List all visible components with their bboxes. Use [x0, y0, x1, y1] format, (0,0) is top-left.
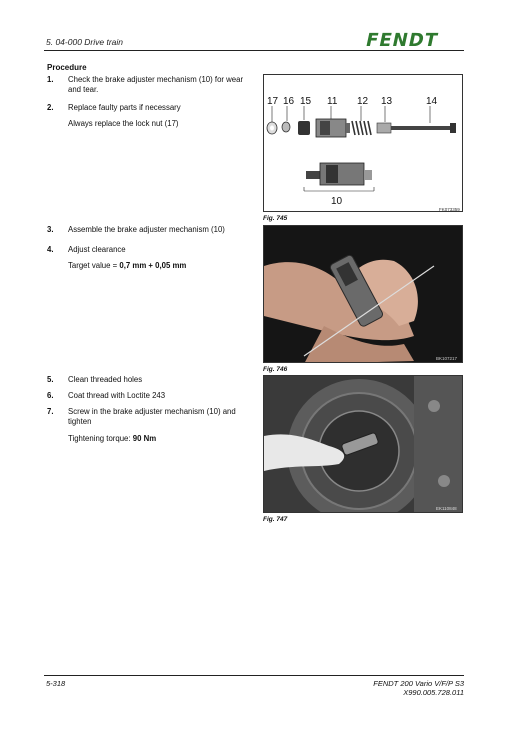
figure-745-exploded-view: [263, 74, 463, 212]
part-label-10: 10: [331, 196, 343, 207]
torque-label: Tightening torque:: [68, 434, 133, 443]
step-number: 4.: [47, 245, 54, 254]
fendt-logo: FENDT: [363, 30, 441, 51]
figure-747-photo: [263, 375, 463, 513]
step-text: Check the brake adjuster mechanism (10) for wear and tear.: [68, 75, 244, 94]
procedure-heading: Procedure: [47, 63, 87, 72]
document-number: X990.005.728.011: [403, 688, 464, 697]
page-number: 5-318: [46, 679, 66, 688]
figure-746-photo: [263, 225, 463, 363]
part-label-17: 17: [267, 96, 279, 107]
figure-746-code: BK107217: [436, 356, 458, 361]
step-text: Screw in the brake adjuster mechanism (10) and tighten: [68, 407, 236, 426]
step-text: Replace faulty parts if necessary: [68, 103, 181, 112]
step-2-note: Always replace the lock nut (17): [68, 119, 179, 128]
footer-doc-info: [373, 679, 464, 697]
part-label-16: 16: [283, 96, 295, 107]
step-text: Adjust clearance: [68, 245, 126, 254]
step-text: Assemble the brake adjuster mechanism (10): [68, 225, 225, 234]
exploded-parts-drawing: [264, 75, 463, 212]
footer-divider: [44, 675, 464, 676]
step-number: 1.: [47, 75, 54, 84]
step-number: 3.: [47, 225, 54, 234]
figure-746-caption: Fig. 746: [263, 366, 288, 373]
step-number: 6.: [47, 391, 54, 400]
model-name: FENDT 200 Vario V/F/P S3: [373, 679, 464, 688]
figure-745-code: FK073359: [439, 207, 460, 212]
step-number: 5.: [47, 375, 54, 384]
section-title: 5. 04-000 Drive train: [46, 37, 124, 47]
step-4-note: [68, 261, 186, 271]
figure-745-caption: Fig. 745: [263, 215, 288, 222]
figure-747-code: EK110848: [436, 506, 457, 511]
step-number: 7.: [47, 407, 54, 416]
header-divider: [44, 50, 464, 51]
torque-value: 90 Nm: [132, 434, 157, 443]
step-number: 2.: [47, 103, 54, 112]
part-label-14: 14: [426, 96, 438, 107]
part-label-11: 11: [327, 96, 338, 107]
part-label-13: 13: [381, 96, 393, 107]
adjust-clearance-photo: [264, 226, 463, 363]
step-text: Coat thread with Loctite 243: [68, 391, 166, 400]
part-label-12: 12: [357, 96, 369, 107]
part-label-15: 15: [300, 96, 312, 107]
target-value: 0,7 mm + 0,05 mm: [119, 261, 187, 270]
tighten-mechanism-photo: [264, 376, 463, 513]
step-text: Clean threaded holes: [68, 375, 143, 384]
figure-747-caption: Fig. 747: [263, 516, 288, 523]
step-7-note: [68, 434, 156, 444]
target-label: Target value =: [68, 261, 120, 270]
